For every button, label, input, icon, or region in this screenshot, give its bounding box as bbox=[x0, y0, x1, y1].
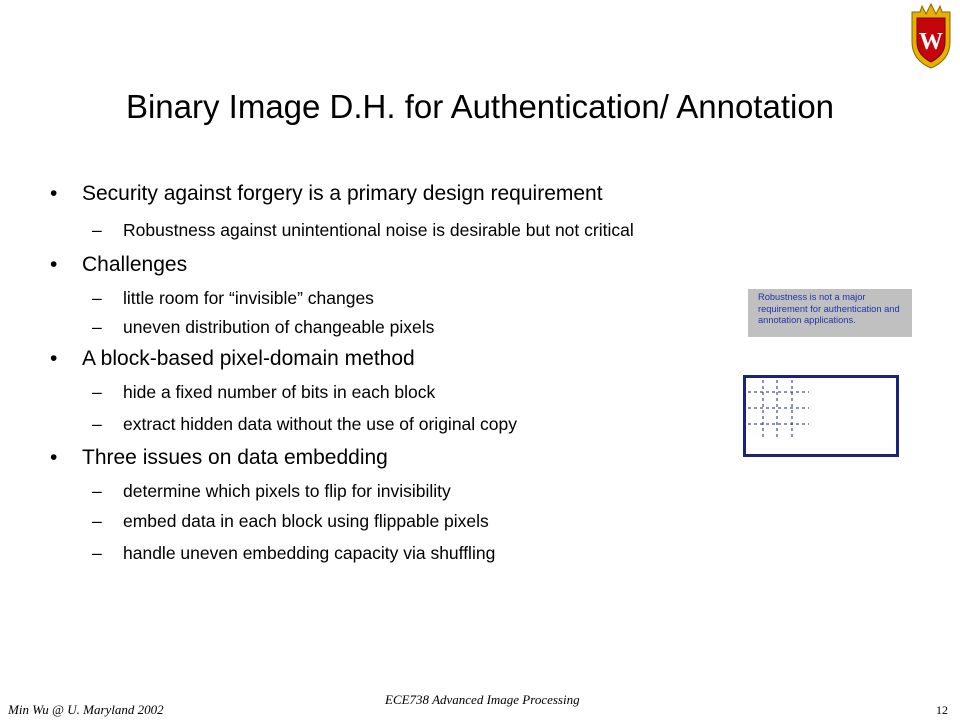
block-grid-figure bbox=[743, 375, 899, 457]
page-number: 12 bbox=[936, 703, 948, 717]
sub-bullet-text: uneven distribution of changeable pixels bbox=[123, 317, 435, 337]
sub-bullet-text: determine which pixels to flip for invisibility bbox=[123, 481, 451, 501]
footer-course: ECE738 Advanced Image Processing bbox=[385, 692, 580, 707]
bullet-marker: • bbox=[50, 446, 58, 469]
dash-marker: – bbox=[92, 317, 102, 337]
bullet-text: A block-based pixel-domain method bbox=[82, 347, 415, 370]
bullet-marker: • bbox=[50, 347, 58, 370]
figure-border bbox=[745, 377, 898, 456]
bullet-text: Three issues on data embedding bbox=[82, 446, 388, 469]
dash-marker: – bbox=[92, 220, 102, 240]
sub-bullet-text: Robustness against unintentional noise is desirable but not critical bbox=[123, 220, 634, 240]
footer-author: Min Wu @ U. Maryland 2002 bbox=[8, 702, 164, 717]
crest-letter: W bbox=[919, 29, 943, 55]
dash-marker: – bbox=[92, 511, 102, 531]
sub-bullet-text: extract hidden data without the use of original copy bbox=[123, 414, 517, 434]
dash-marker: – bbox=[92, 382, 102, 402]
bullet-marker: • bbox=[50, 253, 58, 276]
sub-bullet-text: hide a fixed number of bits in each block bbox=[123, 382, 436, 402]
sub-bullet-text: little room for “invisible” changes bbox=[123, 288, 374, 308]
sub-bullet-text: handle uneven embedding capacity via shuffling bbox=[123, 543, 496, 563]
sub-bullet-text: embed data in each block using flippable pixels bbox=[123, 511, 489, 531]
bullet-text: Security against forgery is a primary design requirement bbox=[82, 182, 603, 205]
dash-marker: – bbox=[92, 414, 102, 434]
dash-marker: – bbox=[92, 481, 102, 501]
bullet-marker: • bbox=[50, 182, 58, 205]
dash-marker: – bbox=[92, 543, 102, 563]
slide-title: Binary Image D.H. for Authentication/ Annotation bbox=[125, 88, 835, 125]
note-callout: Robustness is not a major requirement for authentication and annotation applications. bbox=[748, 289, 912, 337]
dash-marker: – bbox=[92, 288, 102, 308]
bullet-text: Challenges bbox=[82, 253, 188, 276]
